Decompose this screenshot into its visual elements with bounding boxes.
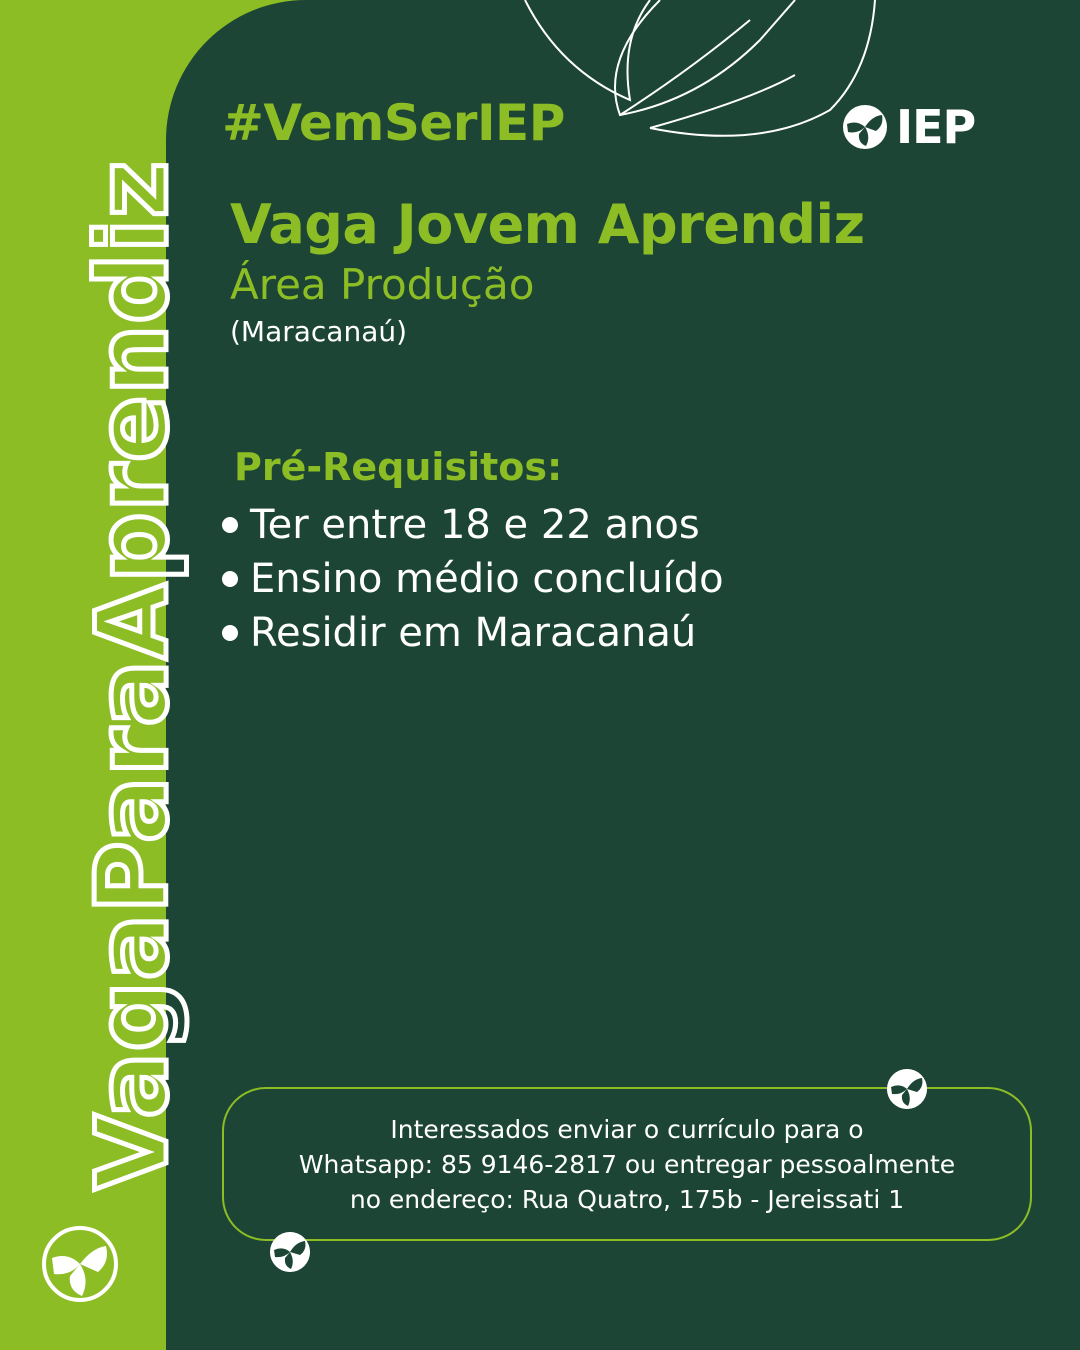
iep-emblem-icon [842,104,888,150]
corner-emblem-icon [40,1224,120,1304]
job-location: (Maracanaú) [230,315,408,348]
side-title: VagaParaAprendiz [76,159,190,1190]
requirements-heading: Pré-Requisitos: [234,445,563,489]
logo-text: IEP [896,100,976,154]
job-title: Vaga Jovem Aprendiz [230,193,865,256]
contact-text: Interessados enviar o currículo para o Whatsapp: 85 9146-2817 ou entregar pessoalmente no endereço: Rua Quatro, 175b - Jereissati 1 [298,1114,956,1214]
hashtag: #VemSerIEP [222,94,565,152]
iep-logo [842,100,976,154]
requirements-list [222,498,724,660]
bullet-icon [222,625,238,641]
bullet-icon [222,517,238,533]
emblem-badge-icon [270,1232,310,1272]
bullet-icon [222,571,238,587]
contact-box [222,1087,1032,1241]
list-item: Residir em Maracanaú [222,606,724,660]
list-item: Ensino médio concluído [222,552,724,606]
emblem-badge-icon [887,1069,927,1109]
job-area: Área Produção [230,260,535,309]
list-item: Ter entre 18 e 22 anos [222,498,724,552]
